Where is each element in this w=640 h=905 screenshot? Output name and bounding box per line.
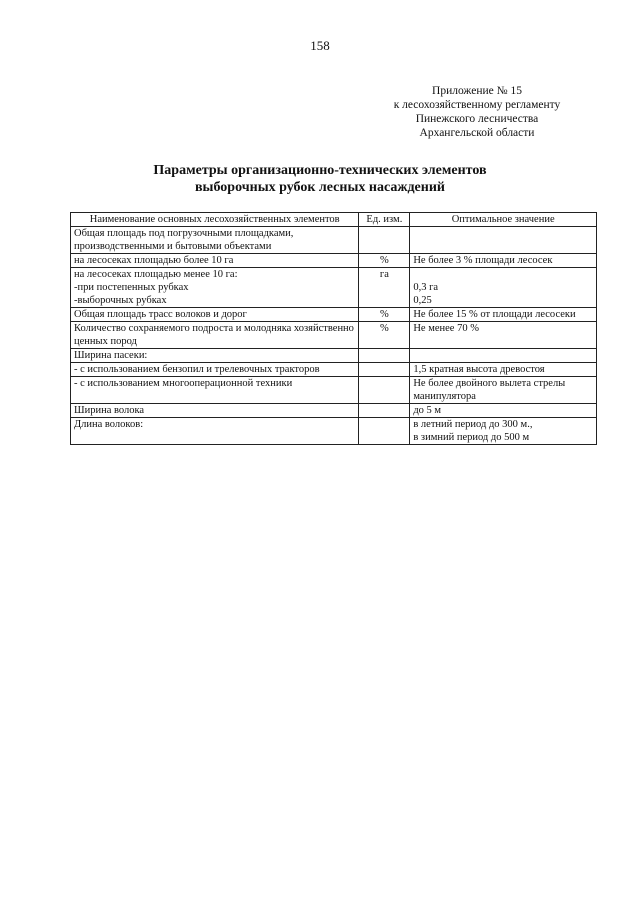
cell-value: Не более 15 % от площади лесосеки [410,308,597,322]
cell-name: Количество сохраняемого подроста и молодняка хозяйственно ценных пород [71,322,359,349]
header-value: Оптимальное значение [410,213,597,227]
cell-name: на лесосеках площадью более 10 га [71,254,359,268]
cell-value [410,227,597,254]
table-row [71,349,597,363]
cell-name: Общая площадь под погрузочными площадками, производственными и бытовыми объектами [71,227,359,254]
header-unit: Ед. изм. [359,213,410,227]
cell-value: Не более 3 % площади лесосек [410,254,597,268]
cell-name: - с использованием многооперационной техники [71,377,359,404]
cell-value-line [413,268,593,281]
cell-value [410,418,597,445]
table-header-row [71,213,597,227]
appendix-line: Пинежского лесничества [415,113,539,125]
cell-name: Длина волоков: [71,418,359,445]
title-line: выборочных рубок лесных насаждений [195,180,445,195]
table-row [71,377,597,404]
appendix-line: Архангельской области [419,127,535,139]
cell-value-line: 0,25 [413,295,432,306]
cell-value [410,349,597,363]
cell-name: - с использованием бензопил и трелевочных тракторов [71,363,359,377]
table-row [71,363,597,377]
cell-value: 1,5 кратная высота древостоя [410,363,597,377]
cell-value: Не менее 70 % [410,322,597,349]
title-line: Параметры организационно-технических элементов [153,163,487,178]
cell-name-line: -выборочных рубках [74,295,167,306]
appendix-line: к лесохозяйственному регламенту [393,99,561,111]
table-row [71,227,597,254]
table-row [71,254,597,268]
cell-unit [359,363,410,377]
cell-name: Общая площадь трасс волоков и дорог [71,308,359,322]
cell-value: до 5 м [410,404,597,418]
cell-unit: га [359,268,410,308]
cell-unit: % [359,254,410,268]
cell-value [410,268,597,308]
cell-unit [359,404,410,418]
cell-name-line: -при постепенных рубках [74,282,189,293]
cell-unit: % [359,308,410,322]
cell-name-line: на лесосеках площадью менее 10 га: [74,269,238,280]
header-name: Наименование основных лесохозяйственных элементов [71,213,359,227]
table-row [71,404,597,418]
table-row [71,418,597,445]
table-row [71,308,597,322]
appendix-block [372,84,582,140]
cell-name [71,268,359,308]
page-number: 158 [310,38,330,53]
cell-unit [359,377,410,404]
cell-value-line: в летний период до 300 м., [413,419,533,430]
table-row [71,322,597,349]
appendix-line: Приложение № 15 [432,85,522,97]
cell-value-line: в зимний период до 500 м [413,432,530,443]
cell-unit [359,349,410,363]
cell-name: Ширина волока [71,404,359,418]
cell-unit [359,227,410,254]
cell-name: Ширина пасеки: [71,349,359,363]
cell-unit [359,418,410,445]
cell-unit: % [359,322,410,349]
parameters-table [70,212,597,445]
table-row [71,268,597,308]
cell-value: Не более двойного вылета стрелы манипулятора [410,377,597,404]
cell-value-line: 0,3 га [413,282,439,293]
document-title [0,162,640,196]
